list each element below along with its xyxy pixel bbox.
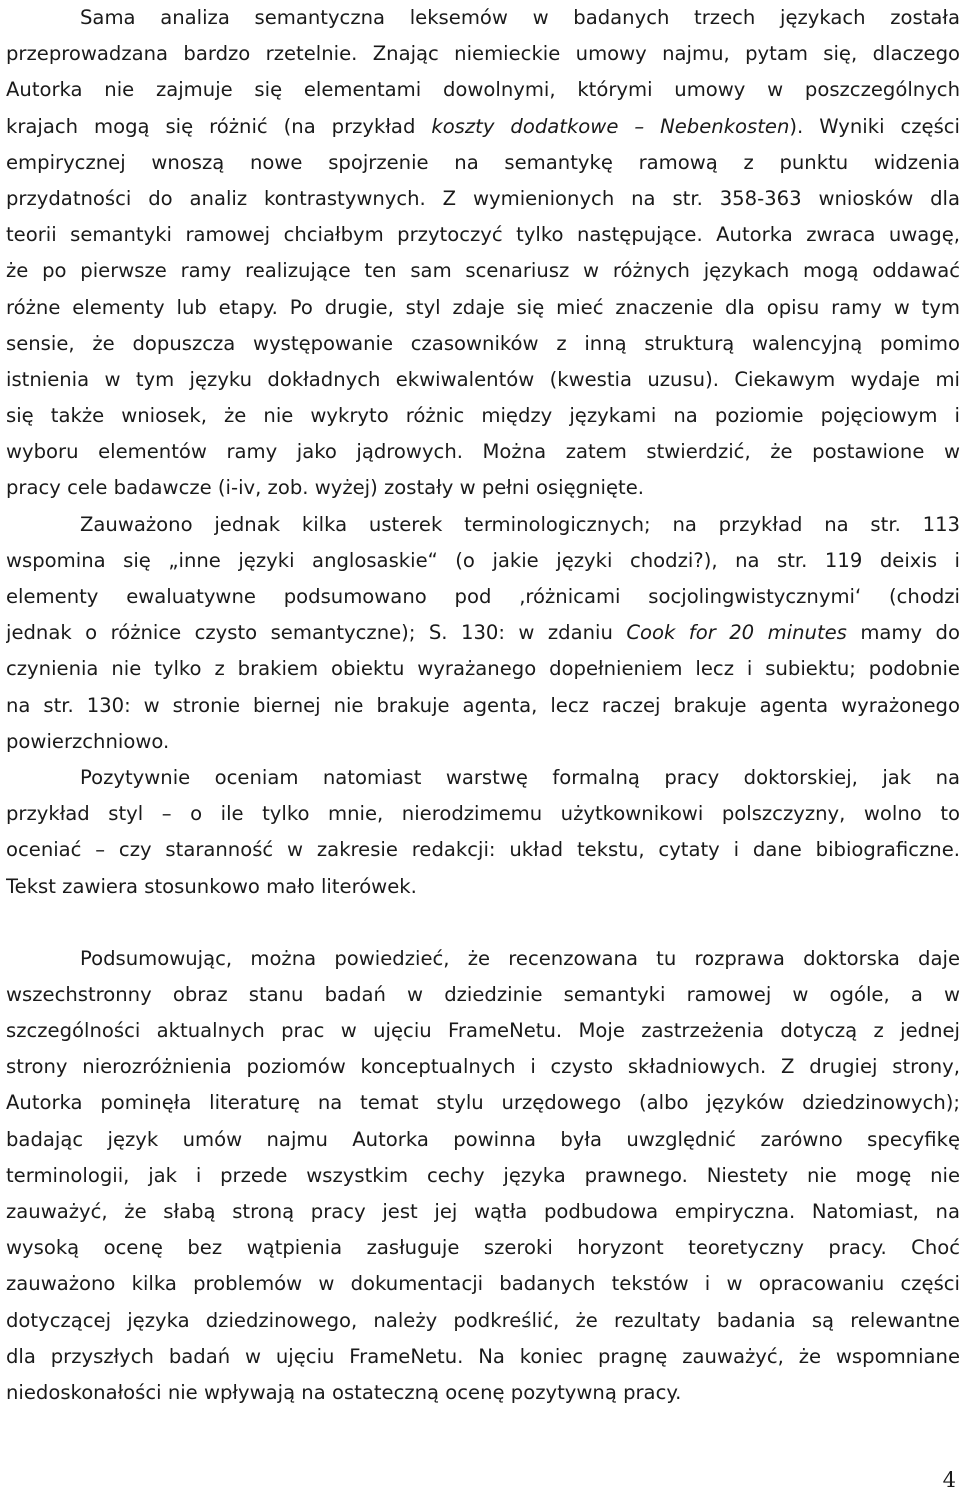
text-line: się także wniosek, że nie wykryto różnic między językami na poziomie pojęciowym i xyxy=(6,404,960,428)
paragraph-2 xyxy=(6,507,960,760)
paragraph-4 xyxy=(6,941,960,1411)
text-line: przeprowadzana bardzo rzetelnie. Znając niemieckie umowy najmu, pytam się, dlaczego xyxy=(6,42,960,66)
page-number: 4 xyxy=(942,1468,956,1492)
text-line: Pozytywnie oceniam natomiast warstwę formalną pracy doktorskiej, jak na xyxy=(80,765,960,789)
text-line: wyboru elementów ramy jako jądrowych. Można zatem stwierdzić, że postawione w xyxy=(6,440,960,464)
text-line: Podsumowując, można powiedzieć, że recenzowana tu rozprawa doktorska daje xyxy=(80,946,960,970)
text-line: Autorka pominęła literaturę na temat stylu urzędowego (albo języków dziedzinowych); xyxy=(6,1091,960,1115)
text-line: krajach mogą się różnić (na przykład koszty dodatkowe – Nebenkosten). Wyniki części xyxy=(6,114,960,138)
text-line: empirycznej wnoszą nowe spojrzenie na semantykę ramową z punktu widzenia xyxy=(6,150,960,174)
text-line: Zauważono jednak kilka usterek terminologicznych; na przykład na str. 113 xyxy=(80,512,960,536)
text-line: czynienia nie tylko z brakiem obiektu wyrażanego dopełnieniem lecz i subiektu; podobnie xyxy=(6,657,960,681)
italic-phrase: Cook for 20 minutes xyxy=(626,621,847,645)
text-line: że po pierwsze ramy realizujące ten sam scenariusz w różnych językach mogą oddawać xyxy=(6,259,960,283)
text-line: istnienia w tym języku dokładnych ekwiwalentów (kwestia uzusu). Ciekawym wydaje mi xyxy=(6,367,960,391)
text-line: sensie, że dopuszcza występowanie czasowników z inną strukturą walencyjną pomimo xyxy=(6,331,960,355)
text-line: powierzchniowo. xyxy=(6,729,170,753)
text-line: dotyczącej języka dziedzinowego, należy podkreślić, że rezultaty badania są relewantne xyxy=(6,1308,960,1332)
text-line: wysoką ocenę bez wątpienia zasługuje szeroki horyzont teoretyczny pracy. Choć xyxy=(6,1236,960,1260)
text-line: teorii semantyki ramowej chciałbym przytoczyć tylko następujące. Autorka zwraca uwagę, xyxy=(6,223,960,247)
text-line: wspomina się „inne języki anglosaskie“ (o jakie języki chodzi?), na str. 119 deixis i xyxy=(6,548,960,572)
text-line: wszechstronny obraz stanu badań w dziedzinie semantyki ramowej w ogóle, a w xyxy=(6,982,960,1006)
text-line: Tekst zawiera stosunkowo mało literówek. xyxy=(6,874,417,898)
text-line: oceniać – czy staranność w zakresie redakcji: układ tekstu, cytaty i dane bibiograficzne. xyxy=(6,838,960,862)
text-line: Sama analiza semantyczna leksemów w badanych trzech językach została xyxy=(80,6,960,29)
paragraph-gap xyxy=(6,905,960,941)
text-line: niedoskonałości nie wpływają na ostateczną ocenę pozytywną pracy. xyxy=(6,1380,682,1404)
text-line: pracy cele badawcze (i-iv, zob. wyżej) zostały w pełni osięgnięte. xyxy=(6,476,644,500)
text-line: Autorka nie zajmuje się elementami dowolnymi, którymi umowy w poszczególnych xyxy=(6,78,960,102)
document-body xyxy=(6,0,960,1411)
text-line: zauważono kilka problemów w dokumentacji badanych tekstów i w opracowaniu części xyxy=(6,1272,960,1296)
text-line: na str. 130: w stronie biernej nie brakuje agenta, lecz raczej brakuje agenta wyrażonego xyxy=(6,693,960,717)
text-line: przykład styl – o ile tylko mnie, nierodzimemu użytkownikowi polszczyzny, wolno to xyxy=(6,802,960,826)
text-line: dla przyszłych badań w ujęciu FrameNetu. Na koniec pragnę zauważyć, że wspomniane xyxy=(6,1344,960,1368)
text-line: badając język umów najmu Autorka powinna była uwzględnić zarówno specyfikę xyxy=(6,1127,960,1151)
italic-phrase: koszty dodatkowe – Nebenkosten xyxy=(431,114,790,138)
text-line: szczególności aktualnych prac w ujęciu FrameNetu. Moje zastrzeżenia dotyczą z jednej xyxy=(6,1019,960,1043)
text-line: strony nierozróżnienia poziomów konceptualnych i czysto składniowych. Z drugiej strony, xyxy=(6,1055,960,1079)
paragraph-3 xyxy=(6,760,960,905)
text-line: różne elementy lub etapy. Po drugie, styl zdaje się mieć znaczenie dla opisu ramy w tym xyxy=(6,295,960,319)
text-line: elementy ewaluatywne podsumowano pod ‚różnicami socjolingwistycznymi‘ (chodzi xyxy=(6,585,960,608)
text-line: przydatności do analiz kontrastywnych. Z wymienionych na str. 358-363 wniosków dla xyxy=(6,186,960,210)
text-line: terminologii, jak i przede wszystkim cechy języka prawnego. Niestety nie mogę nie xyxy=(6,1163,960,1187)
paragraph-1 xyxy=(6,0,960,507)
text-line: zauważyć, że słabą stroną pracy jest jej wątła podbudowa empiryczna. Natomiast, na xyxy=(6,1200,960,1223)
text-line: jednak o różnice czysto semantyczne); S. 130: w zdaniu Cook for 20 minutes mamy do xyxy=(6,621,960,645)
